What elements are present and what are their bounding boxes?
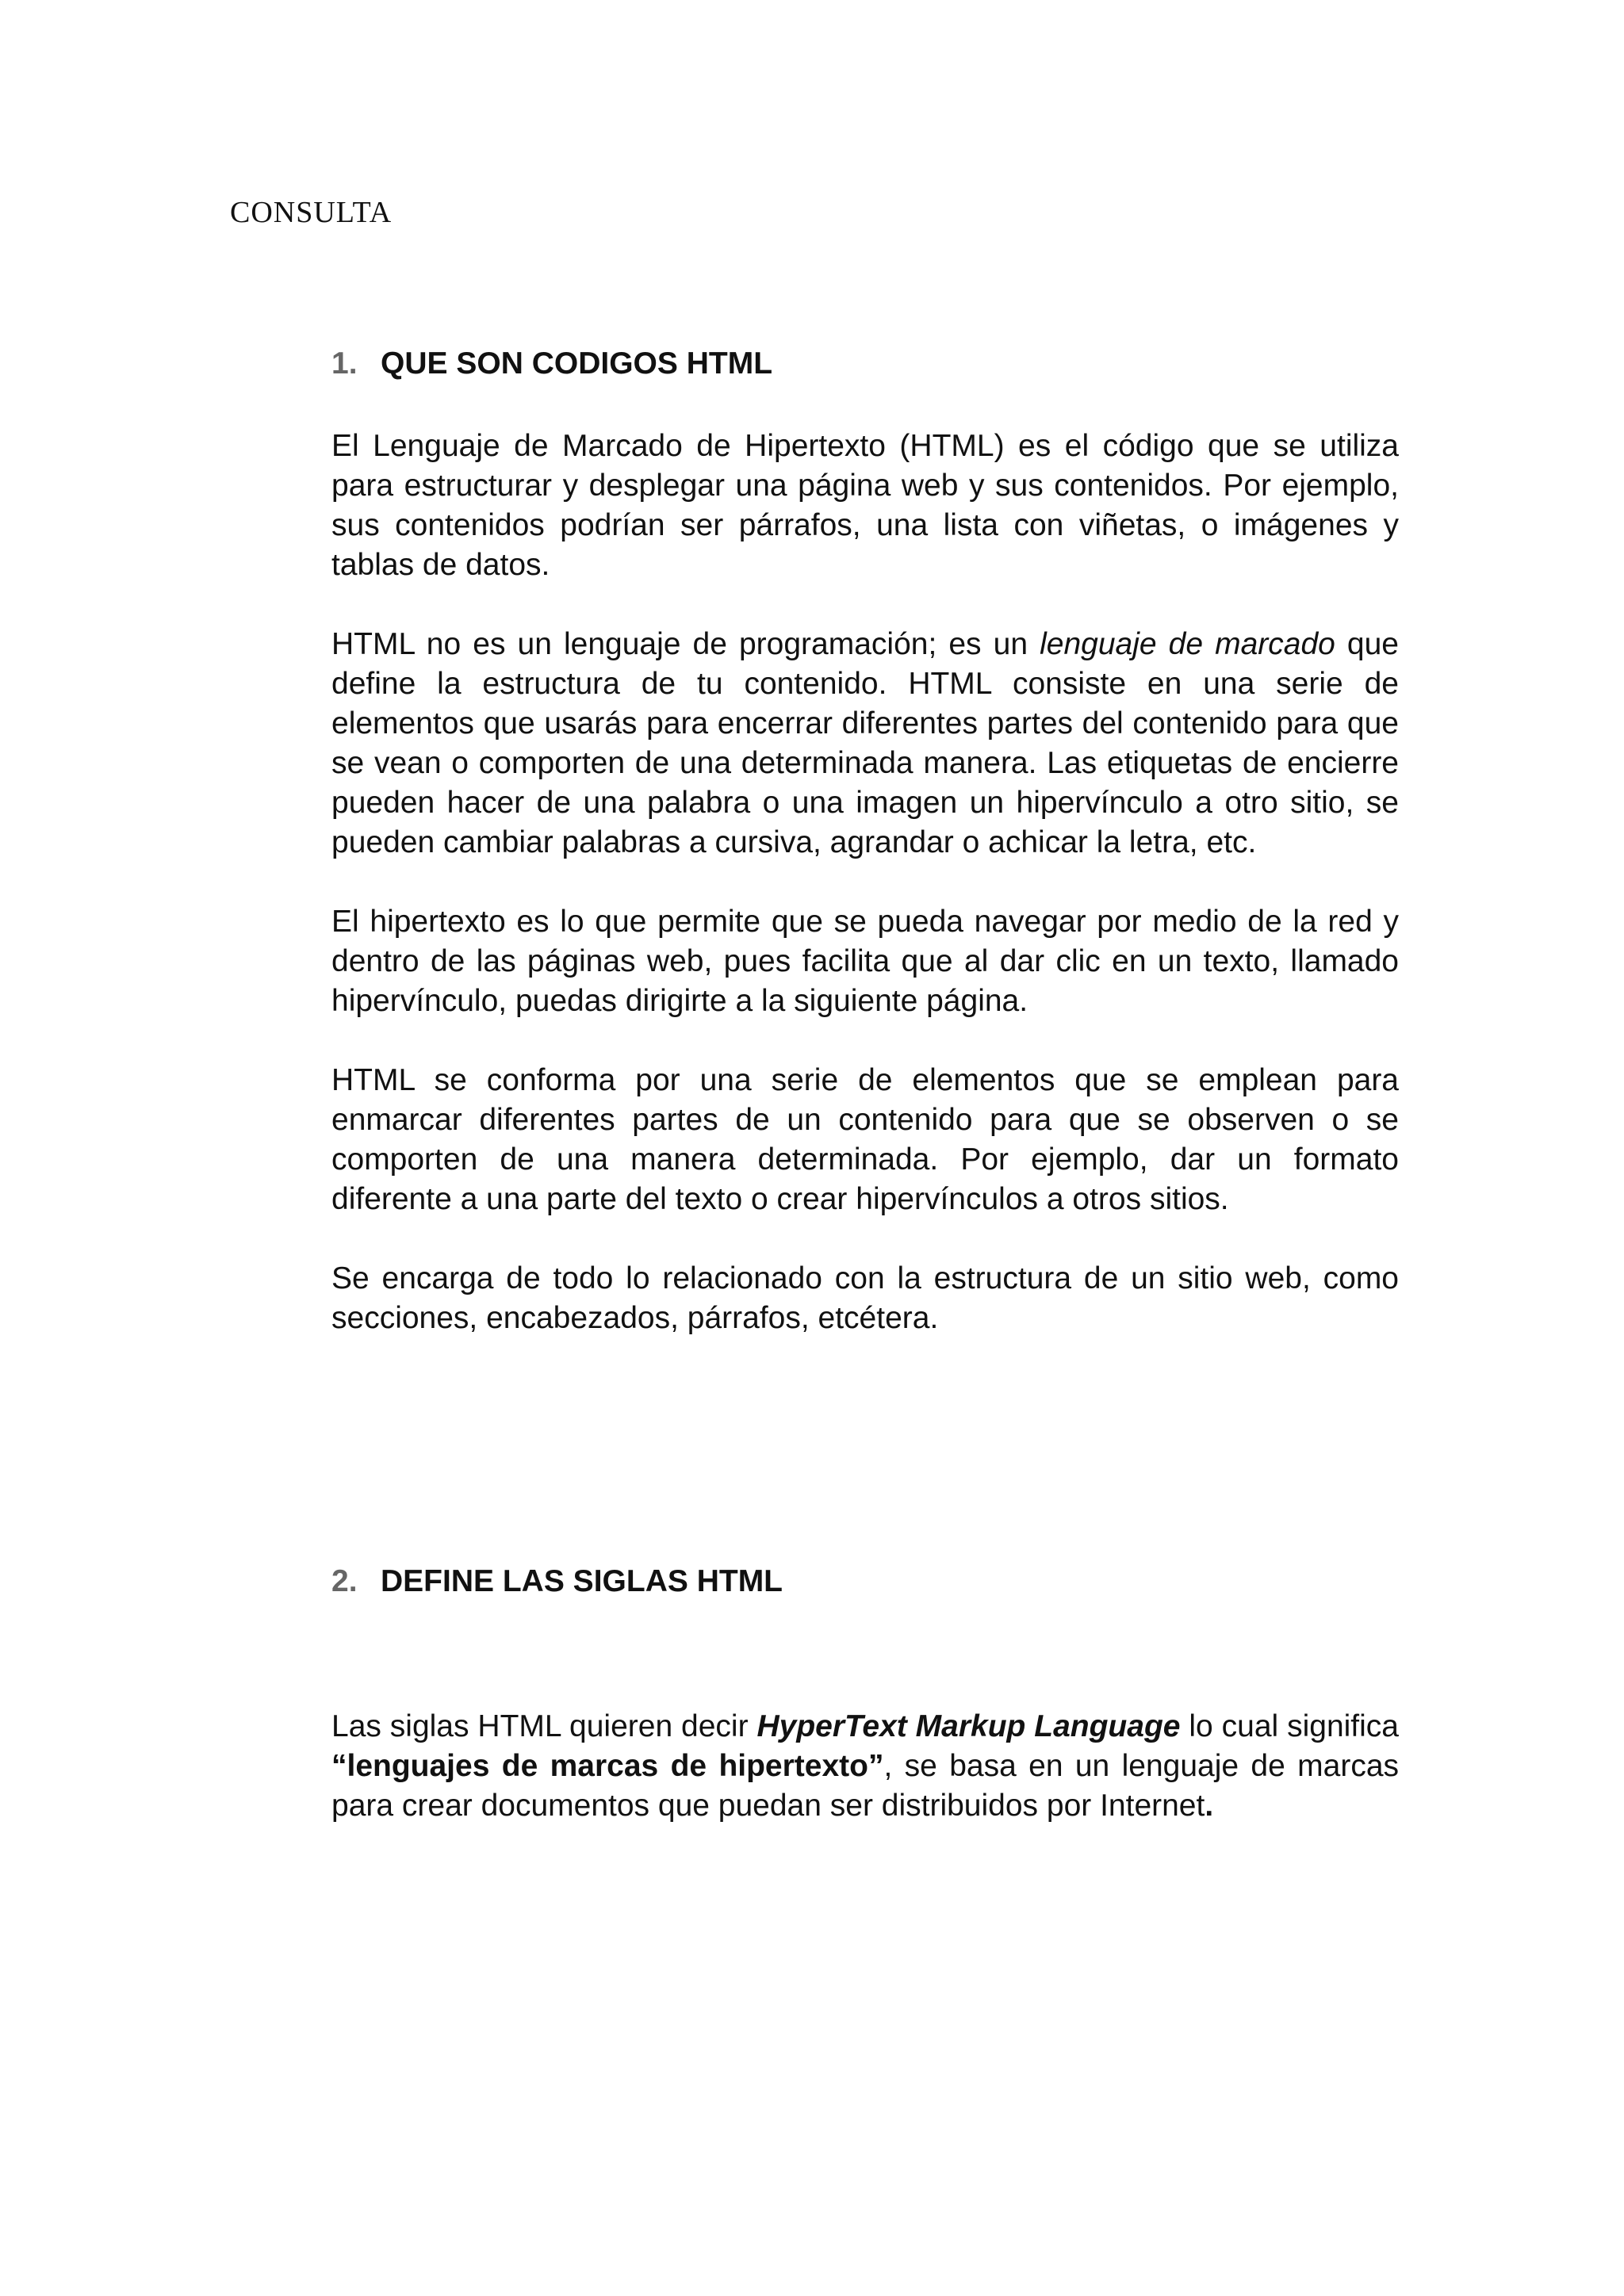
paragraph: HTML se conforma por una serie de elementos que se emplean para enmarcar diferentes partes de un contenido para que se observen o se comporten de una manera determinada. Por ejemplo, dar un formato diferente a una parte del texto o crear hipervínculos a otros sitios. — [331, 1063, 1399, 1216]
section-1 — [331, 344, 1399, 1338]
paragraph: Las siglas HTML quieren decir HyperText Markup Language lo cual significa “lenguajes de marcas de hipertexto”, se basa en un lenguaje de marcas para crear documentos que puedan ser distribuidos por Internet. — [331, 1709, 1400, 1823]
quoted-translation: “lenguajes de marcas de hipertexto” — [331, 1749, 884, 1783]
section-title: DEFINE LAS SIGLAS HTML — [381, 1564, 783, 1598]
section-number: 1. — [331, 346, 358, 381]
bold-italic-term: HyperText Markup Language — [756, 1709, 1181, 1743]
italic-term: lenguaje de marcado — [1040, 627, 1335, 661]
final-period: . — [1205, 1789, 1214, 1823]
section-number: 2. — [331, 1564, 358, 1598]
document-title: CONSULTA — [230, 196, 393, 229]
section-2 — [331, 1562, 1399, 1826]
section-title: QUE SON CODIGOS HTML — [381, 346, 773, 381]
section-heading — [331, 1562, 1399, 1601]
section-heading — [331, 344, 1399, 384]
paragraph: Se encarga de todo lo relacionado con la estructura de un sitio web, como secciones, encabezados, párrafos, etcétera. — [331, 1261, 1399, 1335]
paragraph: HTML no es un lenguaje de programación; es un lenguaje de marcado que define la estructura de tu contenido. HTML consiste en una serie de elementos que usarás para encerrar diferentes partes del contenido para que se vean o comporten de una determinada manera. Las etiquetas de encierre pueden hacer de una palabra o una imagen un hipervínculo a otro sitio, se pueden cambiar palabras a cursiva, agrandar o achicar la letra, etc. — [331, 627, 1399, 859]
paragraph: El Lenguaje de Marcado de Hipertexto (HTML) es el código que se utiliza para estructurar y desplegar una página web y sus contenidos. Por ejemplo, sus contenidos podrían ser párrafos, una lista con viñetas, o imágenes y tablas de datos. — [331, 429, 1399, 582]
paragraph: El hipertexto es lo que permite que se pueda navegar por medio de la red y dentro de las páginas web, pues facilita que al dar clic en un texto, llamado hipervínculo, puedas dirigirte a la siguiente página. — [331, 905, 1399, 1018]
